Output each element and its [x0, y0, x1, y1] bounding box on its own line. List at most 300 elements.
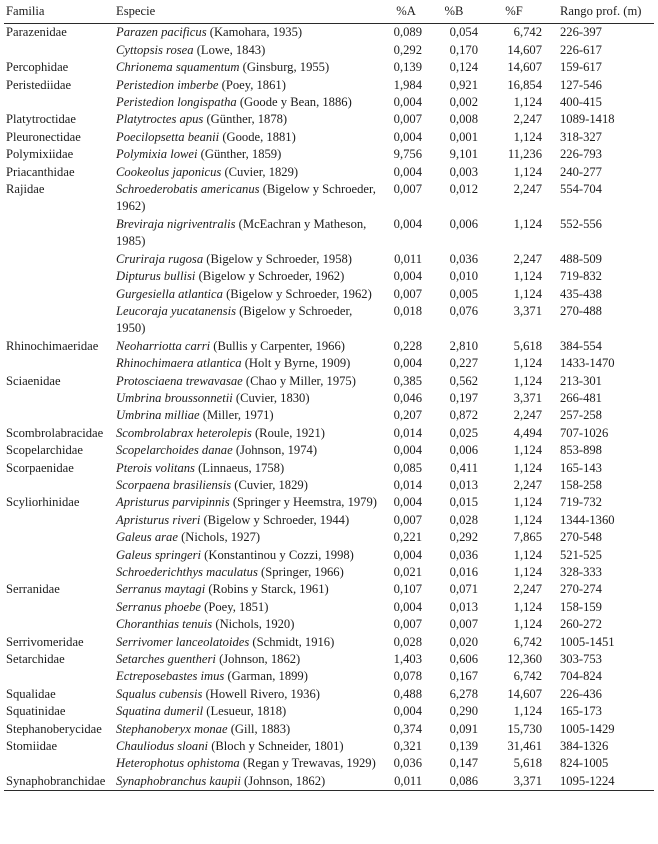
species-author: (Nichols, 1927): [181, 530, 261, 545]
depth-range-cell: 719-732: [560, 495, 602, 510]
percent-b-cell: 0,001: [449, 129, 478, 144]
species-name: Scombrolabrax heterolepis: [116, 425, 252, 440]
species-author: (Goode y Bean, 1886): [239, 95, 352, 110]
species-author: (Günther, 1878): [206, 112, 288, 127]
percent-a-cell: 0,018: [393, 303, 422, 318]
species-name: Serrivomer lanceolatoides: [116, 634, 250, 649]
species-name: Dipturus bullisi: [116, 269, 196, 284]
familia-cell: [4, 564, 114, 581]
percent-f-cell: 5,618: [513, 756, 542, 771]
depth-range-cell: 303-753: [560, 652, 602, 667]
species-name: Cookeolus japonicus: [116, 164, 222, 179]
species-name: Cyttopsis rosea: [116, 42, 194, 57]
species-author: (Springer, 1966): [261, 565, 344, 579]
percent-a-cell: 0,004: [393, 129, 422, 144]
percent-b-cell: 0,227: [449, 356, 478, 371]
species-row: [4, 703, 654, 720]
percent-a-cell: 0,007: [393, 112, 422, 127]
percent-a-cell: 0,004: [393, 164, 422, 179]
depth-range-cell: 552-556: [560, 216, 602, 231]
percent-f-cell: 3,371: [513, 303, 542, 318]
familia-cell: Stomiidae: [6, 739, 58, 754]
percent-a-cell: 0,046: [393, 390, 422, 405]
especie-cell: [114, 338, 386, 355]
percent-a-cell: 9,756: [393, 147, 422, 162]
percent-b-cell: 0,292: [449, 530, 478, 545]
species-author: (McEachran y Matheson, 1985): [116, 216, 367, 249]
especie-cell: [114, 181, 386, 216]
percent-b-cell: 0,008: [449, 112, 478, 127]
species-name: Stephanoberyx monae: [116, 721, 228, 736]
species-name: Galeus springeri: [116, 547, 202, 562]
percent-f-cell: 2,247: [513, 408, 542, 423]
depth-range-cell: 318-327: [560, 129, 602, 144]
especie-cell: [114, 494, 386, 511]
percent-f-cell: 1,124: [513, 373, 542, 388]
depth-range-cell: 1089-1418: [560, 112, 615, 127]
species-row: [4, 599, 654, 616]
percent-a-cell: 0,292: [393, 42, 422, 57]
table-header-row: [4, 2, 654, 24]
depth-range-cell: 1433-1470: [560, 356, 615, 371]
percent-b-cell: 0,036: [449, 251, 478, 266]
percent-f-cell: 1,124: [513, 269, 542, 284]
especie-cell: [114, 755, 386, 772]
depth-range-cell: 270-548: [560, 530, 602, 545]
especie-cell: [114, 407, 386, 424]
percent-f-cell: 3,371: [513, 773, 542, 788]
species-name: Heterophotus ophistoma: [116, 756, 240, 771]
species-row: [4, 164, 654, 181]
species-row: [4, 111, 654, 128]
familia-cell: Rhinochimaeridae: [6, 338, 99, 353]
depth-range-cell: 127-546: [560, 77, 602, 92]
depth-range-cell: 266-481: [560, 390, 602, 405]
percent-a-cell: 0,089: [393, 25, 422, 40]
species-author: (Gill, 1883): [230, 721, 291, 736]
depth-range-cell: 719-832: [560, 269, 602, 284]
percent-f-cell: 2,247: [513, 182, 542, 197]
percent-b-cell: 0,020: [449, 634, 478, 649]
table-body: [4, 24, 654, 791]
species-name: Cruriraja rugosa: [116, 251, 204, 266]
familia-cell: Rajidae: [6, 182, 45, 197]
especie-cell: [114, 564, 386, 581]
species-name: Apristurus parvipinnis: [116, 495, 230, 510]
percent-f-cell: 11,236: [507, 147, 542, 162]
depth-range-cell: 158-159: [560, 599, 602, 614]
percent-b-cell: 0,003: [449, 164, 478, 179]
column-header-percent-a: %A: [386, 2, 426, 24]
percent-b-cell: 0,006: [449, 216, 478, 231]
percent-f-cell: 2,247: [513, 477, 542, 492]
percent-a-cell: 0,007: [393, 512, 422, 527]
percent-b-cell: 0,005: [449, 286, 478, 301]
especie-cell: [114, 773, 386, 791]
species-author: (Chao y Miller, 1975): [245, 373, 356, 388]
species-author: (Poey, 1861): [221, 77, 286, 92]
species-author: (Johnson, 1862): [219, 652, 301, 667]
species-author: (Bigelow y Schroeder, 1950): [116, 303, 353, 336]
especie-cell: [114, 651, 386, 668]
percent-f-cell: 5,618: [513, 338, 542, 353]
depth-range-cell: 165-173: [560, 704, 602, 719]
species-name: Poecilopsetta beanii: [116, 129, 220, 144]
especie-cell: [114, 425, 386, 442]
depth-range-cell: 704-824: [560, 669, 602, 684]
depth-range-cell: 257-258: [560, 408, 602, 423]
species-name: Parazen pacificus: [116, 25, 207, 40]
species-row: [4, 529, 654, 546]
percent-a-cell: 0,078: [393, 669, 422, 684]
percent-b-cell: 0,007: [449, 617, 478, 632]
depth-range-cell: 226-397: [560, 25, 602, 40]
species-row: [4, 721, 654, 738]
percent-a-cell: 0,007: [393, 617, 422, 632]
percent-a-cell: 0,007: [393, 182, 422, 197]
species-row: [4, 755, 654, 772]
percent-a-cell: 0,374: [393, 721, 422, 736]
especie-cell: [114, 547, 386, 564]
species-author: (Lowe, 1843): [196, 42, 266, 57]
percent-f-cell: 2,247: [513, 112, 542, 127]
familia-cell: Squalidae: [6, 686, 56, 701]
familia-cell: [4, 477, 114, 494]
percent-a-cell: 0,221: [393, 530, 422, 545]
percent-f-cell: 1,124: [513, 216, 542, 231]
species-row: [4, 338, 654, 355]
familia-cell: [4, 355, 114, 372]
depth-range-cell: 853-898: [560, 443, 602, 458]
percent-f-cell: 1,124: [513, 617, 542, 632]
species-name: Serranus phoebe: [116, 599, 201, 614]
species-row: [4, 251, 654, 268]
species-name: Ectreposebastes imus: [116, 669, 225, 684]
percent-a-cell: 0,004: [393, 704, 422, 719]
depth-range-cell: 270-274: [560, 582, 602, 597]
depth-range-cell: 226-617: [560, 42, 602, 57]
species-row: [4, 24, 654, 42]
familia-cell: Pleuronectidae: [6, 129, 81, 144]
percent-f-cell: 3,371: [513, 390, 542, 405]
species-name: Apristurus riveri: [116, 512, 201, 527]
species-row: [4, 477, 654, 494]
especie-cell: [114, 251, 386, 268]
depth-range-cell: 384-1326: [560, 739, 609, 754]
percent-a-cell: 1,403: [393, 652, 422, 667]
percent-b-cell: 0,290: [449, 704, 478, 719]
familia-cell: Setarchidae: [6, 652, 65, 667]
species-row: [4, 59, 654, 76]
species-row: [4, 494, 654, 511]
familia-cell: [4, 268, 114, 285]
percent-a-cell: 0,014: [393, 425, 422, 440]
depth-range-cell: 1005-1451: [560, 634, 615, 649]
familia-cell: [4, 547, 114, 564]
species-author: (Cuvier, 1829): [224, 164, 299, 179]
familia-cell: Scorpaenidae: [6, 460, 74, 475]
percent-a-cell: 0,007: [393, 286, 422, 301]
species-row: [4, 634, 654, 651]
species-author: (Holt y Byrne, 1909): [244, 356, 351, 371]
species-name: Neoharriotta carri: [116, 338, 211, 353]
percent-a-cell: 0,004: [393, 269, 422, 284]
percent-f-cell: 15,730: [507, 721, 542, 736]
species-author: (Bigelow y Schroeder, 1962): [226, 286, 372, 301]
species-name: Choranthias tenuis: [116, 617, 213, 632]
especie-cell: [114, 512, 386, 529]
especie-cell: [114, 24, 386, 42]
especie-cell: [114, 721, 386, 738]
species-author: (Bigelow y Schroeder, 1944): [203, 512, 350, 527]
percent-a-cell: 0,036: [393, 756, 422, 771]
percent-b-cell: 0,002: [449, 95, 478, 110]
percent-b-cell: 0,012: [449, 182, 478, 197]
percent-b-cell: 0,170: [449, 42, 478, 57]
species-author: (Johnson, 1974): [235, 443, 318, 458]
species-author: (Lesueur, 1818): [206, 704, 287, 719]
especie-cell: [114, 42, 386, 59]
percent-a-cell: 0,004: [393, 495, 422, 510]
familia-cell: Percophidae: [6, 60, 69, 75]
species-row: [4, 77, 654, 94]
percent-b-cell: 0,013: [449, 599, 478, 614]
depth-range-cell: 159-617: [560, 60, 602, 75]
species-row: [4, 616, 654, 633]
especie-cell: [114, 268, 386, 285]
percent-b-cell: 0,167: [449, 669, 478, 684]
percent-f-cell: 2,247: [513, 582, 542, 597]
percent-a-cell: 0,488: [393, 686, 422, 701]
percent-f-cell: 1,124: [513, 495, 542, 510]
species-table: [4, 2, 654, 791]
percent-a-cell: 0,011: [394, 251, 422, 266]
species-author: (Garman, 1899): [227, 669, 308, 684]
species-name: Gurgesiella atlantica: [116, 286, 223, 301]
depth-range-cell: 384-554: [560, 338, 602, 353]
depth-range-cell: 488-509: [560, 251, 602, 266]
percent-a-cell: 0,028: [393, 634, 422, 649]
percent-b-cell: 0,197: [449, 390, 478, 405]
species-row: [4, 268, 654, 285]
species-row: [4, 425, 654, 442]
species-name: Peristedion longispatha: [116, 95, 237, 110]
species-author: (Johnson, 1862): [244, 773, 326, 788]
depth-range-cell: 165-143: [560, 460, 602, 475]
species-row: [4, 460, 654, 477]
percent-f-cell: 1,124: [513, 547, 542, 562]
percent-f-cell: 1,124: [513, 443, 542, 458]
percent-b-cell: 0,071: [449, 582, 478, 597]
especie-cell: [114, 94, 386, 111]
percent-b-cell: 0,921: [449, 77, 478, 92]
percent-b-cell: 0,054: [449, 25, 478, 40]
depth-range-cell: 260-272: [560, 617, 602, 632]
familia-cell: Scyliorhinidae: [6, 495, 80, 510]
especie-cell: [114, 216, 386, 251]
species-row: [4, 216, 654, 251]
percent-f-cell: 1,124: [513, 164, 542, 179]
column-header-especie: Especie: [114, 2, 386, 24]
percent-a-cell: 0,085: [393, 460, 422, 475]
species-name: Umbrina milliae: [116, 408, 200, 423]
column-header-familia: Familia: [4, 2, 114, 24]
species-author: (Kamohara, 1935): [209, 25, 303, 40]
percent-a-cell: 0,004: [393, 599, 422, 614]
percent-a-cell: 0,004: [393, 216, 422, 231]
especie-cell: [114, 129, 386, 146]
species-author: (Goode, 1881): [222, 129, 296, 144]
especie-cell: [114, 146, 386, 163]
especie-cell: [114, 581, 386, 598]
species-name: Setarches guentheri: [116, 652, 216, 667]
depth-range-cell: 158-258: [560, 477, 602, 492]
depth-range-cell: 1344-1360: [560, 512, 615, 527]
familia-cell: [4, 303, 114, 338]
species-row: [4, 146, 654, 163]
percent-a-cell: 0,004: [393, 95, 422, 110]
percent-f-cell: 1,124: [513, 356, 542, 371]
especie-cell: [114, 286, 386, 303]
familia-cell: Platytroctidae: [6, 112, 76, 127]
percent-a-cell: 0,228: [393, 338, 422, 353]
species-name: Scorpaena brasiliensis: [116, 477, 232, 492]
percent-f-cell: 6,742: [513, 634, 542, 649]
species-name: Squalus cubensis: [116, 686, 203, 701]
species-row: [4, 581, 654, 598]
percent-f-cell: 12,360: [507, 652, 542, 667]
percent-b-cell: 0,076: [449, 303, 478, 318]
percent-f-cell: 4,494: [513, 425, 542, 440]
familia-cell: [4, 216, 114, 251]
percent-b-cell: 0,086: [449, 773, 478, 788]
depth-range-cell: 240-277: [560, 164, 602, 179]
species-author: (Cuvier, 1829): [234, 477, 308, 492]
species-row: [4, 564, 654, 581]
species-row: [4, 686, 654, 703]
familia-cell: Polymixiidae: [6, 147, 74, 162]
percent-b-cell: 0,091: [449, 721, 478, 736]
species-name: Serranus maytagi: [116, 582, 206, 597]
species-row: [4, 512, 654, 529]
familia-cell: [4, 42, 114, 59]
especie-cell: [114, 477, 386, 494]
column-header-rango-prof: Rango prof. (m): [546, 2, 654, 24]
familia-cell: [4, 529, 114, 546]
column-header-percent-b: %B: [426, 2, 482, 24]
percent-b-cell: 0,139: [449, 739, 478, 754]
depth-range-cell: 824-1005: [560, 756, 609, 771]
especie-cell: [114, 355, 386, 372]
percent-f-cell: 31,461: [507, 739, 542, 754]
percent-b-cell: 0,016: [449, 565, 478, 579]
percent-a-cell: 0,021: [393, 565, 422, 579]
species-author: (Cuvier, 1830): [235, 390, 310, 405]
especie-cell: [114, 460, 386, 477]
percent-b-cell: 0,036: [449, 547, 478, 562]
percent-b-cell: 9,101: [449, 147, 478, 162]
familia-cell: Scombrolabracidae: [6, 425, 104, 440]
species-name: Galeus arae: [116, 530, 178, 545]
familia-cell: [4, 616, 114, 633]
familia-cell: [4, 599, 114, 616]
familia-cell: [4, 512, 114, 529]
especie-cell: [114, 59, 386, 76]
depth-range-cell: 521-525: [560, 547, 602, 562]
species-row: [4, 773, 654, 791]
percent-b-cell: 0,015: [449, 495, 478, 510]
species-name: Polymixia lowei: [116, 147, 198, 162]
species-name: Chrionema squamentum: [116, 60, 240, 75]
familia-cell: Stephanoberycidae: [6, 721, 102, 736]
percent-b-cell: 2,810: [449, 338, 478, 353]
especie-cell: [114, 616, 386, 633]
species-row: [4, 94, 654, 111]
percent-b-cell: 0,872: [449, 408, 478, 423]
species-row: [4, 738, 654, 755]
familia-cell: Scopelarchidae: [6, 443, 83, 458]
percent-f-cell: 1,124: [513, 460, 542, 475]
familia-cell: [4, 286, 114, 303]
percent-a-cell: 0,004: [393, 356, 422, 371]
depth-range-cell: 1005-1429: [560, 721, 615, 736]
percent-f-cell: 1,124: [513, 512, 542, 527]
familia-cell: [4, 668, 114, 685]
species-row: [4, 407, 654, 424]
percent-a-cell: 0,207: [393, 408, 422, 423]
species-row: [4, 651, 654, 668]
species-author: (Bullis y Carpenter, 1966): [213, 338, 345, 353]
species-name: Protosciaena trewavasae: [116, 373, 243, 388]
percent-b-cell: 0,010: [449, 269, 478, 284]
percent-a-cell: 1,984: [393, 77, 422, 92]
species-row: [4, 442, 654, 459]
percent-f-cell: 1,124: [513, 129, 542, 144]
familia-cell: Peristediidae: [6, 77, 72, 92]
especie-cell: [114, 738, 386, 755]
percent-b-cell: 0,025: [449, 425, 478, 440]
especie-cell: [114, 303, 386, 338]
depth-range-cell: 226-436: [560, 686, 602, 701]
percent-f-cell: 14,607: [507, 42, 542, 57]
familia-cell: [4, 390, 114, 407]
depth-range-cell: 707-1026: [560, 425, 609, 440]
species-name: Scopelarchoides danae: [116, 443, 233, 458]
percent-f-cell: 1,124: [513, 704, 542, 719]
familia-cell: [4, 94, 114, 111]
especie-cell: [114, 373, 386, 390]
percent-a-cell: 0,014: [393, 477, 422, 492]
species-row: [4, 286, 654, 303]
species-row: [4, 42, 654, 59]
familia-cell: Serranidae: [6, 582, 60, 597]
depth-range-cell: 1095-1224: [560, 773, 615, 788]
familia-cell: [4, 407, 114, 424]
species-author: (Roule, 1921): [254, 425, 325, 440]
familia-cell: Parazenidae: [6, 25, 67, 40]
species-name: Schroederobatis americanus: [116, 182, 260, 197]
percent-f-cell: 14,607: [507, 686, 542, 701]
depth-range-cell: 554-704: [560, 182, 602, 197]
familia-cell: [4, 251, 114, 268]
species-name: Pterois volitans: [116, 460, 195, 475]
percent-b-cell: 0,028: [449, 512, 478, 527]
species-author: (Bigelow y Schroeder, 1958): [206, 251, 352, 266]
species-row: [4, 547, 654, 564]
especie-cell: [114, 111, 386, 128]
percent-f-cell: 1,124: [513, 286, 542, 301]
species-name: Rhinochimaera atlantica: [116, 356, 242, 371]
